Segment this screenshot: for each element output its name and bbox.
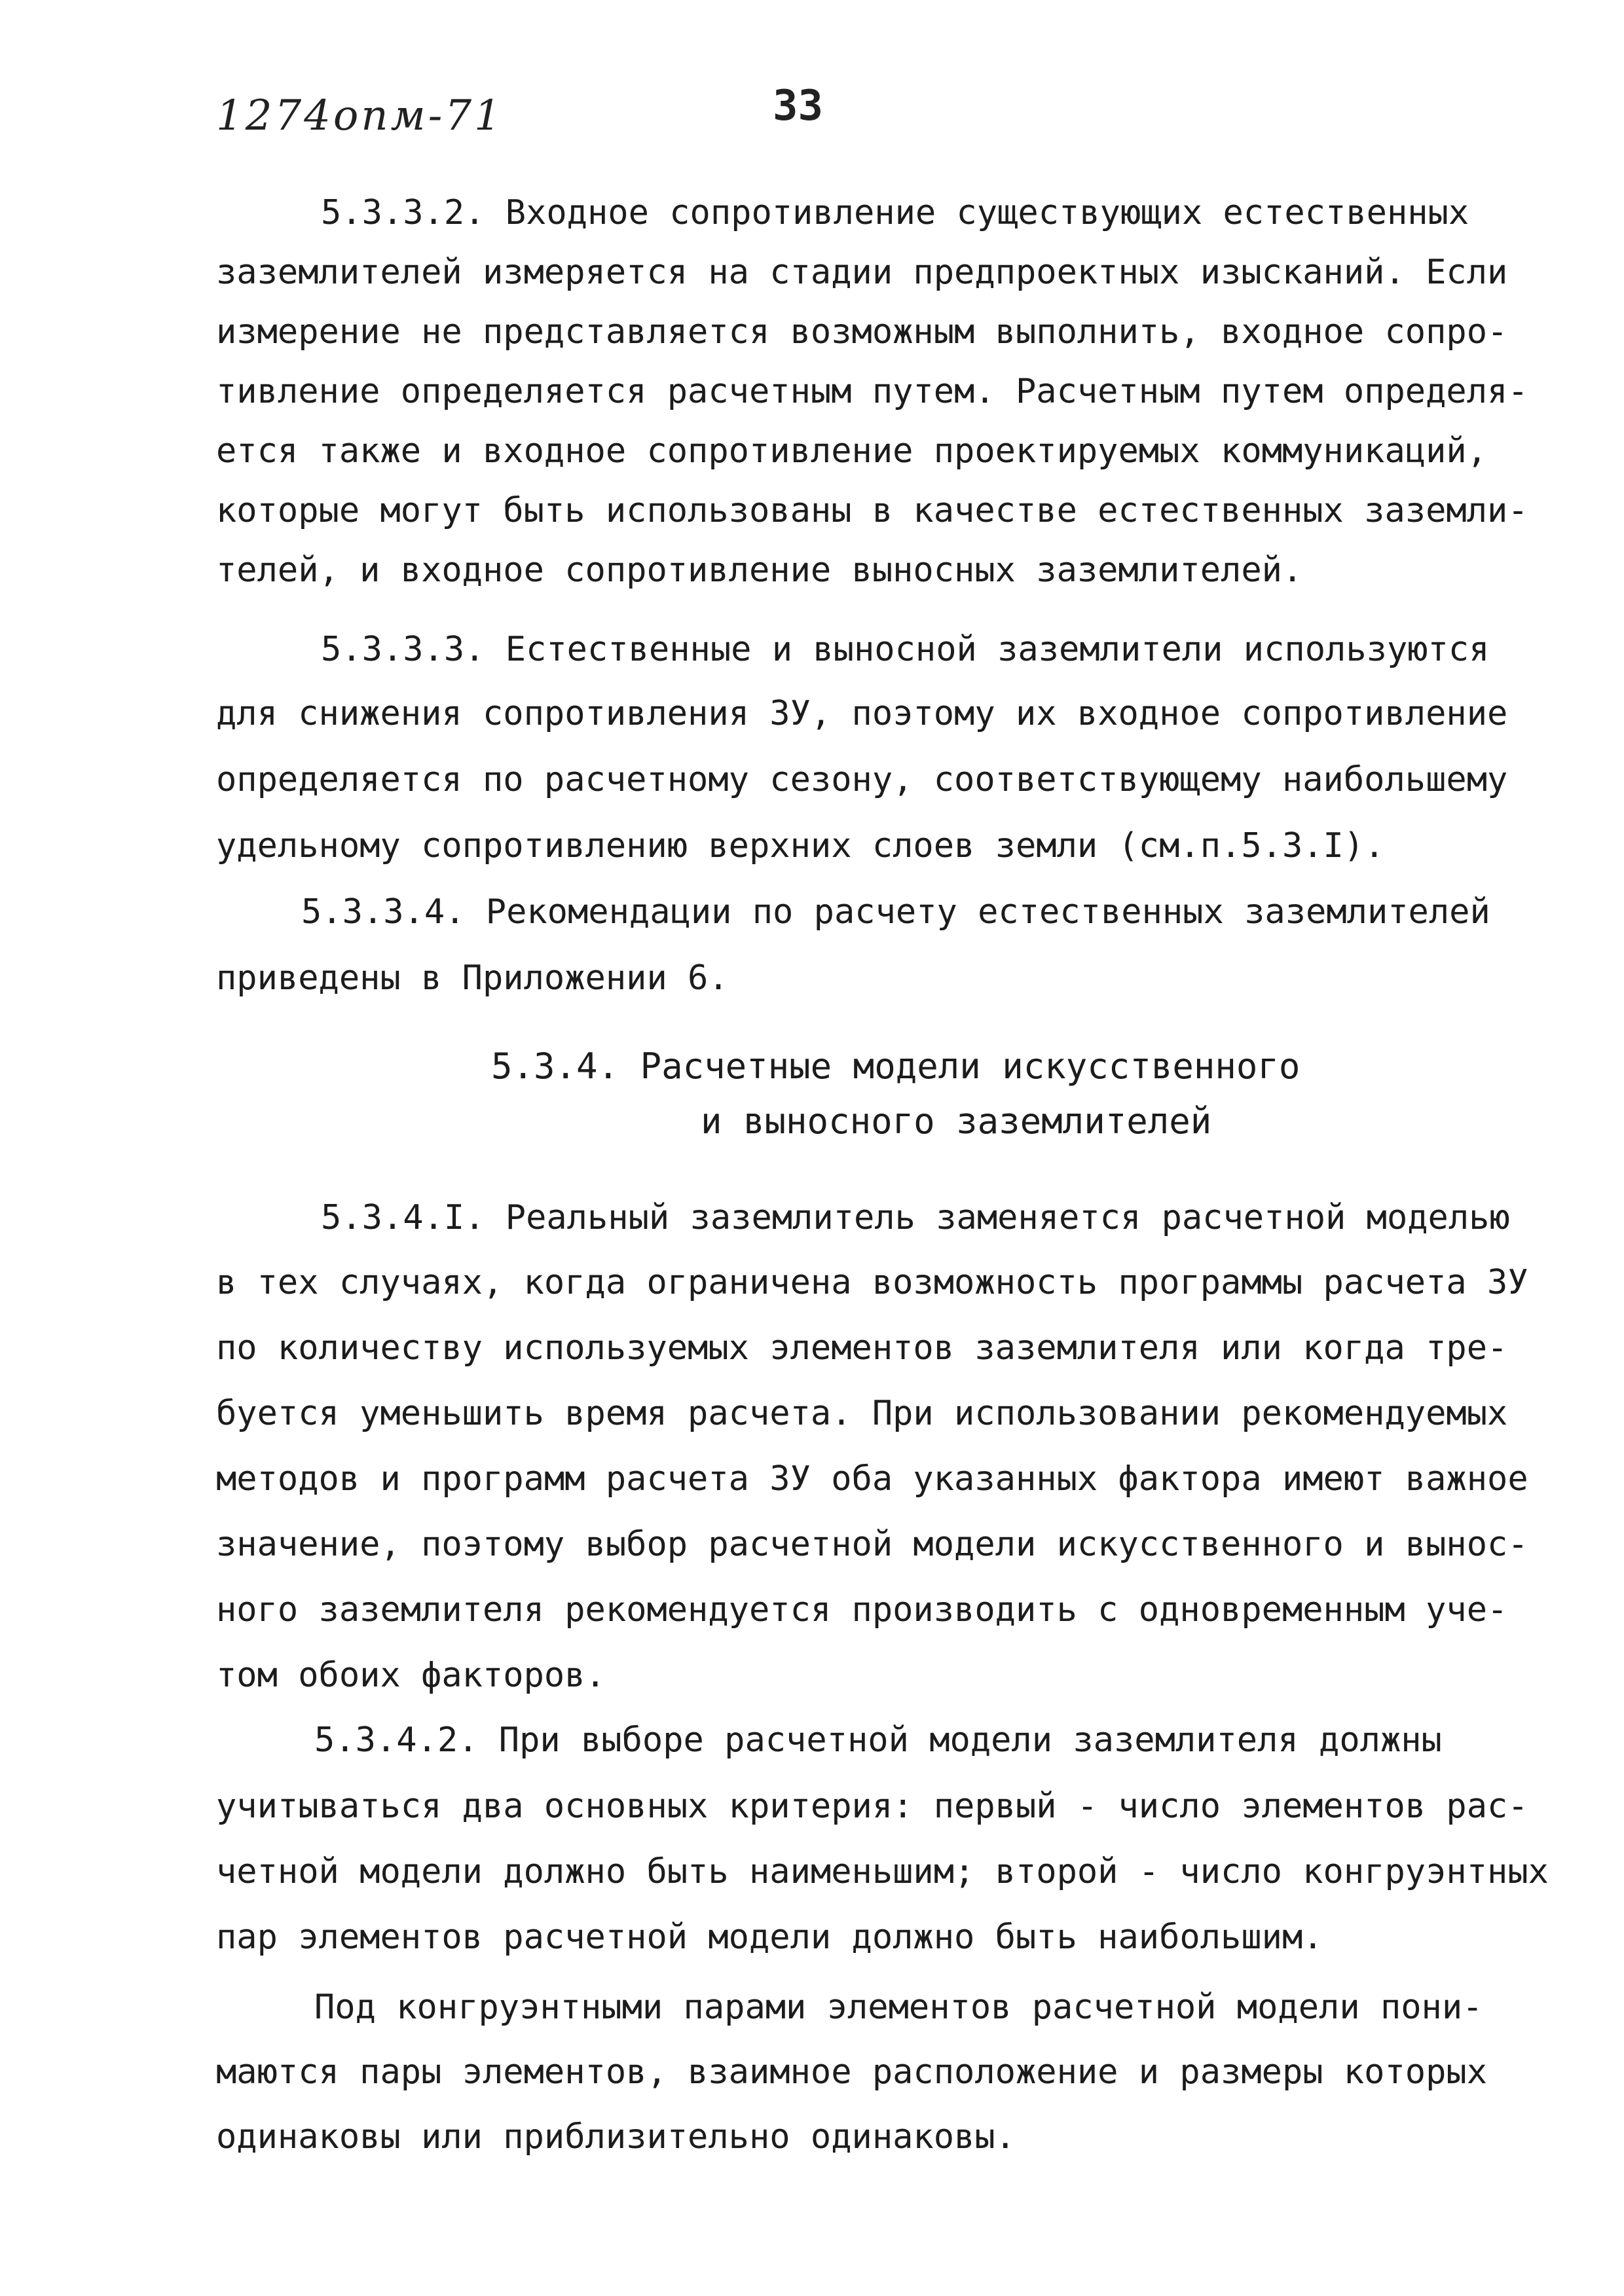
text-line: одинаковы или приблизительно одинаковы.	[216, 2117, 1016, 2157]
text-line: том обоих факторов.	[216, 1656, 606, 1695]
text-line: четной модели должно быть наименьшим; второй - число конгруэнтных	[216, 1852, 1549, 1891]
text-line: 5.3.3.3. Естественные и выносной заземлители используются	[321, 630, 1490, 669]
text-line: в тех случаях, когда ограничена возможность программы расчета ЗУ	[216, 1263, 1528, 1302]
text-line: 5.3.4.2. При выборе расчетной модели заземлителя должны	[314, 1721, 1442, 1760]
text-line: для снижения сопротивления ЗУ, поэтому их входное сопротивление	[216, 694, 1508, 733]
text-line: значение, поэтому выбор расчетной модели искусственного и вынос-	[216, 1525, 1528, 1564]
text-line: приведены в Приложении 6.	[216, 958, 729, 998]
text-line: заземлителей измеряется на стадии предпроектных изысканий. Если	[216, 253, 1508, 292]
text-line: маются пары элементов, взаимное расположение и размеры которых	[216, 2052, 1488, 2092]
document-code: 1274опм-71	[216, 92, 504, 140]
text-line: определяется по расчетному сезону, соответствующему наибольшему	[216, 760, 1508, 799]
text-line: буется уменьшить время расчета. При использовании рекомендуемых	[216, 1394, 1508, 1433]
text-line: 5.3.3.4. Рекомендации по расчету естественных заземлителей	[301, 892, 1490, 932]
text-line: измерение не представляется возможным выполнить, входное сопро-	[216, 312, 1508, 352]
text-line: тивление определяется расчетным путем. Расчетным путем определя-	[216, 372, 1528, 411]
text-line: ется также и входное сопротивление проектируемых коммуникаций,	[216, 431, 1488, 471]
text-line: пар элементов расчетной модели должно быть наибольшим.	[216, 1918, 1323, 1957]
page-number: 33	[773, 82, 824, 130]
text-line: учитываться два основных критерия: первый - число элементов рас-	[216, 1787, 1528, 1826]
text-line: методов и программ расчета ЗУ оба указанных фактора имеют важное	[216, 1459, 1528, 1499]
heading-line: и выносного заземлителей	[701, 1101, 1212, 1142]
text-line: удельному сопротивлению верхних слоев земли (см.п.5.3.I).	[216, 826, 1385, 866]
text-line: Под конгруэнтными парами элементов расчетной модели пони-	[314, 1988, 1483, 2027]
text-line: по количеству используемых элементов заземлителя или когда тре-	[216, 1328, 1508, 1368]
text-line: 5.3.3.2. Входное сопротивление существующих естественных	[321, 193, 1469, 232]
text-line: которые могут быть использованы в качестве естественных заземли-	[216, 491, 1528, 530]
heading-line: 5.3.4. Расчетные модели искусственного	[491, 1046, 1301, 1087]
text-line: 5.3.4.I. Реальный заземлитель заменяется расчетной моделью	[321, 1198, 1510, 1237]
text-line: телей, и входное сопротивление выносных заземлителей.	[216, 551, 1303, 590]
text-line: ного заземлителя рекомендуется производить с одновременным уче-	[216, 1590, 1508, 1630]
